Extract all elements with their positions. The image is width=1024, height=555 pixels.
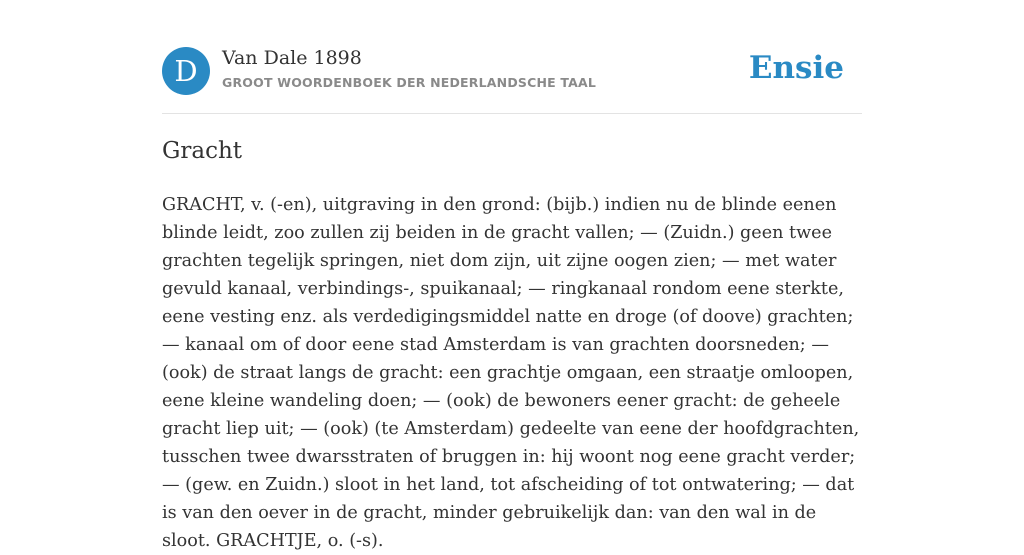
dictionary-title[interactable]: Van Dale 1898 xyxy=(222,47,362,69)
header-divider xyxy=(162,113,862,114)
entry-headword: Gracht xyxy=(162,138,243,164)
ensie-logo[interactable]: Ensie xyxy=(748,50,844,86)
entry-definition: GRACHT, v. (-en), uitgraving in den grond: (bijb.) indien nu de blinde eenen blinde leidt, zoo zullen zij beiden in de gracht vallen; — (Zuidn.) geen twee grachten tegelijk springen, niet dom zijn, uit zijne oogen zien; — met water gevuld kanaal, verbindings-, spuikanaal; — ringkanaal rondom eene sterkte, eene vesting enz. als verdedigingsmiddel natte en droge (of doove) grachten; — kanaal om of door eene stad Amsterdam is van grachten doorsneden; — (ook) de straat langs de gracht: een grachtje omgaan, een straatje omloopen, eene kleine wandeling doen; — (ook) de bewoners eener gracht: de geheele gracht liep uit; — (ook) (te Amsterdam) gedeelte van eene der hoofdgrachten, tusschen twee dwarsstraten of bruggen in: hij woont nog eene gracht verder; — (gew. en Zuidn.) sloot in het land, tot afscheiding of tot ontwatering; — dat is van den oever in de gracht, minder gebruikelijk dan: van den wal in de sloot. GRACHTJE, o. (-s). xyxy=(162,195,860,551)
dictionary-subtitle: GROOT WOORDENBOEK DER NEDERLANDSCHE TAAL xyxy=(222,75,597,90)
dictionary-header xyxy=(162,46,862,98)
dictionary-logo-icon[interactable]: D xyxy=(162,47,210,95)
